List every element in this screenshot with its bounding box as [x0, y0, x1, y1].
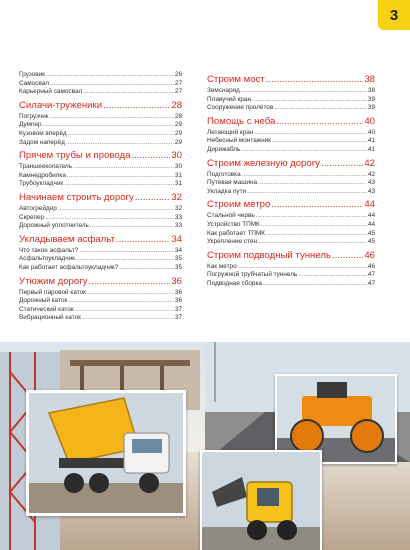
toc-label: Самосвал: [19, 79, 49, 87]
toc-label: Скрепер: [19, 213, 45, 221]
toc-entry: [19, 80, 182, 89]
toc-left-column: [19, 71, 182, 323]
toc-label: Путевая машина: [207, 179, 258, 187]
toc-page-number: 30: [171, 150, 182, 162]
toc-section-heading: [19, 275, 182, 288]
toc-entry: [207, 238, 375, 247]
toc-page-number: 33: [174, 213, 182, 221]
toc-label: Стальной червь: [207, 212, 255, 220]
toc-leader-dots: [256, 212, 367, 221]
toc-label: Плавучий кран: [207, 95, 252, 103]
toc-leader-dots: [242, 171, 367, 180]
toc-page-number: 27: [174, 79, 182, 87]
toc-label: Подготовка: [207, 170, 241, 178]
toc-leader-dots: [66, 139, 174, 148]
toc-leader-dots: [321, 157, 363, 170]
toc-leader-dots: [271, 198, 363, 211]
toc-label: Статический каток: [19, 305, 74, 313]
toc-entry: [207, 271, 375, 280]
toc-entry: [19, 130, 182, 139]
toc-page-number: 36: [174, 297, 182, 305]
toc-page-number: 28: [171, 99, 182, 111]
toc-page-number: 37: [174, 314, 182, 322]
toc-label: Что такое асфальт?: [19, 246, 79, 254]
dump-truck-image: [29, 393, 183, 513]
toc-page-number: 35: [174, 255, 182, 263]
toc-entry: [207, 104, 375, 113]
toc-label: Автогрейдер: [19, 204, 57, 212]
skid-loader-photo: [200, 450, 322, 550]
toc-page-number: 36: [171, 275, 182, 287]
toc-page-number: 46: [364, 249, 375, 261]
toc-leader-dots: [119, 264, 174, 273]
toc-page-number: 44: [367, 212, 375, 220]
toc-label: Устройство ТПМК: [207, 220, 260, 228]
toc-label: Укладываем асфальт: [19, 233, 115, 245]
toc-leader-dots: [266, 230, 367, 239]
toc-entry: [19, 163, 182, 172]
toc-page-number: 29: [174, 121, 182, 129]
toc-label: Дирижабль: [207, 145, 241, 153]
toc-leader-dots: [252, 96, 367, 105]
toc-label: Как работает асфальтоукладчик?: [19, 263, 119, 271]
toc-label: Строим метро: [207, 199, 271, 211]
toc-label: Вибрационный каток: [19, 314, 81, 322]
toc-leader-dots: [83, 88, 174, 97]
toc-leader-dots: [241, 87, 367, 96]
toc-entry: [19, 121, 182, 130]
toc-leader-dots: [58, 205, 174, 214]
toc-leader-dots: [135, 191, 171, 204]
toc-section-heading: [19, 233, 182, 246]
toc-entry: [19, 139, 182, 148]
toc-section-heading: [207, 115, 375, 128]
toc-page-number: 32: [171, 191, 182, 203]
toc-section-heading: [207, 157, 375, 170]
toc-leader-dots: [103, 99, 170, 112]
toc-label: Траншеекопатель: [19, 163, 72, 171]
toc-leader-dots: [274, 104, 367, 113]
toc-page-number: 32: [174, 204, 182, 212]
toc-entry: [207, 221, 375, 230]
toc-entry: [207, 188, 375, 197]
toc-label: Карьерный самосвал: [19, 88, 83, 96]
toc-page-number: 27: [174, 88, 182, 96]
toc-page-number: 40: [364, 115, 375, 127]
toc-page-number: 42: [364, 157, 375, 169]
toc-page-number: 34: [174, 246, 182, 254]
toc-leader-dots: [241, 146, 367, 155]
toc-label: Погрузчик: [19, 112, 49, 120]
toc-leader-dots: [64, 180, 174, 189]
toc-label: Погружной трубчатый туннель: [207, 271, 298, 279]
toc-label: Грузовик: [19, 71, 45, 78]
toc-page-number: 29: [174, 129, 182, 137]
toc-page-number: 47: [367, 279, 375, 287]
toc-page-number: 45: [367, 238, 375, 246]
toc-label: Как работает ТПМК: [207, 229, 266, 237]
toc-page-number: 37: [174, 305, 182, 313]
toc-leader-dots: [266, 73, 364, 86]
toc-page-number: 44: [364, 199, 375, 211]
toc-entry: [19, 88, 182, 97]
toc-page-number: 38: [364, 74, 375, 85]
toc-leader-dots: [75, 306, 174, 315]
toc-section-heading: [19, 149, 182, 162]
toc-leader-dots: [50, 113, 174, 122]
toc-leader-dots: [68, 297, 174, 306]
toc-section-heading: [19, 191, 182, 204]
toc-leader-dots: [82, 314, 174, 323]
toc-entry: [207, 87, 375, 96]
toc-label: Силачи-труженики: [19, 99, 103, 111]
toc-leader-dots: [261, 221, 367, 230]
toc-leader-dots: [263, 280, 367, 289]
toc-label: Небесный монтажник: [207, 137, 271, 145]
toc-label: Трубоукладчик: [19, 180, 64, 188]
toc-leader-dots: [258, 179, 367, 188]
toc-page-number: 28: [174, 112, 182, 120]
toc-label: Помощь с неба: [207, 115, 276, 127]
toc-leader-dots: [276, 115, 363, 128]
toc-page-number: 34: [171, 233, 182, 245]
toc-leader-dots: [116, 233, 170, 246]
toc-page-number: 41: [367, 145, 375, 153]
toc-section-heading: [19, 99, 182, 112]
toc-entry: [207, 179, 375, 188]
toc-page-number: 33: [174, 222, 182, 230]
skid-loader-image: [202, 452, 320, 550]
toc-label: Подводная сборка: [207, 279, 262, 287]
toc-entry: [207, 230, 375, 239]
toc-entry: [207, 137, 375, 146]
toc-page-number: 31: [174, 171, 182, 179]
toc-entry: [19, 255, 182, 264]
toc-entry: [19, 264, 182, 273]
toc-page-number: 29: [174, 138, 182, 146]
toc-label: Задом наперёд: [19, 138, 65, 146]
toc-section-heading: [207, 198, 375, 211]
toc-leader-dots: [68, 130, 174, 139]
toc-label: Кузовом вперёд: [19, 129, 67, 137]
toc-label: Камнедробилка: [19, 171, 66, 179]
toc-entry: [207, 146, 375, 155]
toc-leader-dots: [258, 238, 367, 247]
toc-label: Земснаряд: [207, 87, 240, 94]
dump-truck-photo: [26, 390, 186, 516]
toc-entry: [19, 306, 182, 315]
toc-leader-dots: [45, 214, 174, 223]
toc-leader-dots: [90, 222, 174, 231]
toc-page-number: 31: [174, 180, 182, 188]
toc-leader-dots: [67, 172, 174, 181]
toc-entry: [19, 71, 182, 80]
toc-entry: [19, 214, 182, 223]
toc-label: Укрепление стен: [207, 238, 257, 246]
photo-collage: [0, 342, 410, 550]
toc-label: Думпер: [19, 121, 42, 129]
toc-leader-dots: [76, 255, 174, 264]
toc-page-number: 43: [367, 179, 375, 187]
toc-page-number: 26: [174, 71, 182, 78]
toc-label: Укладка пути: [207, 187, 247, 195]
toc-label: Асфальтоукладчик: [19, 255, 75, 263]
toc-leader-dots: [89, 275, 171, 288]
toc-leader-dots: [254, 129, 367, 138]
toc-entry: [19, 247, 182, 256]
toc-leader-dots: [272, 137, 367, 146]
toc-page-number: 35: [174, 263, 182, 271]
toc-leader-dots: [131, 149, 170, 162]
toc-entry: [19, 289, 182, 298]
toc-leader-dots: [50, 80, 174, 89]
toc-right-column: [207, 71, 375, 289]
toc-entry: [207, 96, 375, 105]
toc-page-number: 40: [367, 128, 375, 136]
toc-leader-dots: [332, 249, 363, 262]
toc-label: Дорожный каток: [19, 297, 68, 305]
toc-label: Утюжим дорогу: [19, 275, 88, 287]
toc-leader-dots: [79, 247, 174, 256]
page-number-badge: [378, 0, 410, 30]
toc-page-number: 39: [367, 95, 375, 103]
toc-label: Сооружение пролётов: [207, 104, 274, 112]
toc-page-number: 38: [367, 87, 375, 94]
toc-label: Строим мост: [207, 74, 265, 85]
toc-page-number: 42: [367, 170, 375, 178]
toc-leader-dots: [43, 121, 174, 130]
toc-label: Летающий кран: [207, 128, 254, 136]
toc-leader-dots: [87, 289, 174, 298]
toc-page-number: 46: [367, 262, 375, 270]
toc-entry: [19, 222, 182, 231]
toc-leader-dots: [46, 71, 174, 80]
toc-entry: [207, 212, 375, 221]
toc-entry: [207, 280, 375, 289]
toc-page-number: 41: [367, 137, 375, 145]
toc-leader-dots: [298, 271, 367, 280]
toc-page-number: 47: [367, 271, 375, 279]
page-number: 3: [389, 6, 399, 24]
toc-label: Первый паровой каток: [19, 288, 86, 296]
toc-label: Строим подводный туннель: [207, 249, 331, 261]
toc-label: Прячем трубы и провода: [19, 150, 131, 162]
toc-section-heading: [207, 73, 375, 86]
toc-page-number: 43: [367, 187, 375, 195]
toc-section-heading: [207, 249, 375, 262]
toc-entry: [19, 297, 182, 306]
toc-leader-dots: [73, 163, 174, 172]
toc-page-number: 39: [367, 104, 375, 112]
toc-page-number: 45: [367, 229, 375, 237]
toc-page-number: 44: [367, 220, 375, 228]
toc-label: Как метро: [207, 262, 237, 270]
toc-page-number: 36: [174, 288, 182, 296]
toc-entry: [19, 113, 182, 122]
toc-entry: [19, 180, 182, 189]
toc-page-number: 30: [174, 163, 182, 171]
toc-label: Дорожный уплотнитель: [19, 222, 89, 230]
toc-entry: [19, 314, 182, 323]
toc-entry: [19, 205, 182, 214]
toc-label: Строим железную дорогу: [207, 157, 321, 169]
toc-entry: [207, 171, 375, 180]
toc-leader-dots: [247, 188, 367, 197]
toc-label: Начинаем строить дорогу: [19, 191, 134, 203]
